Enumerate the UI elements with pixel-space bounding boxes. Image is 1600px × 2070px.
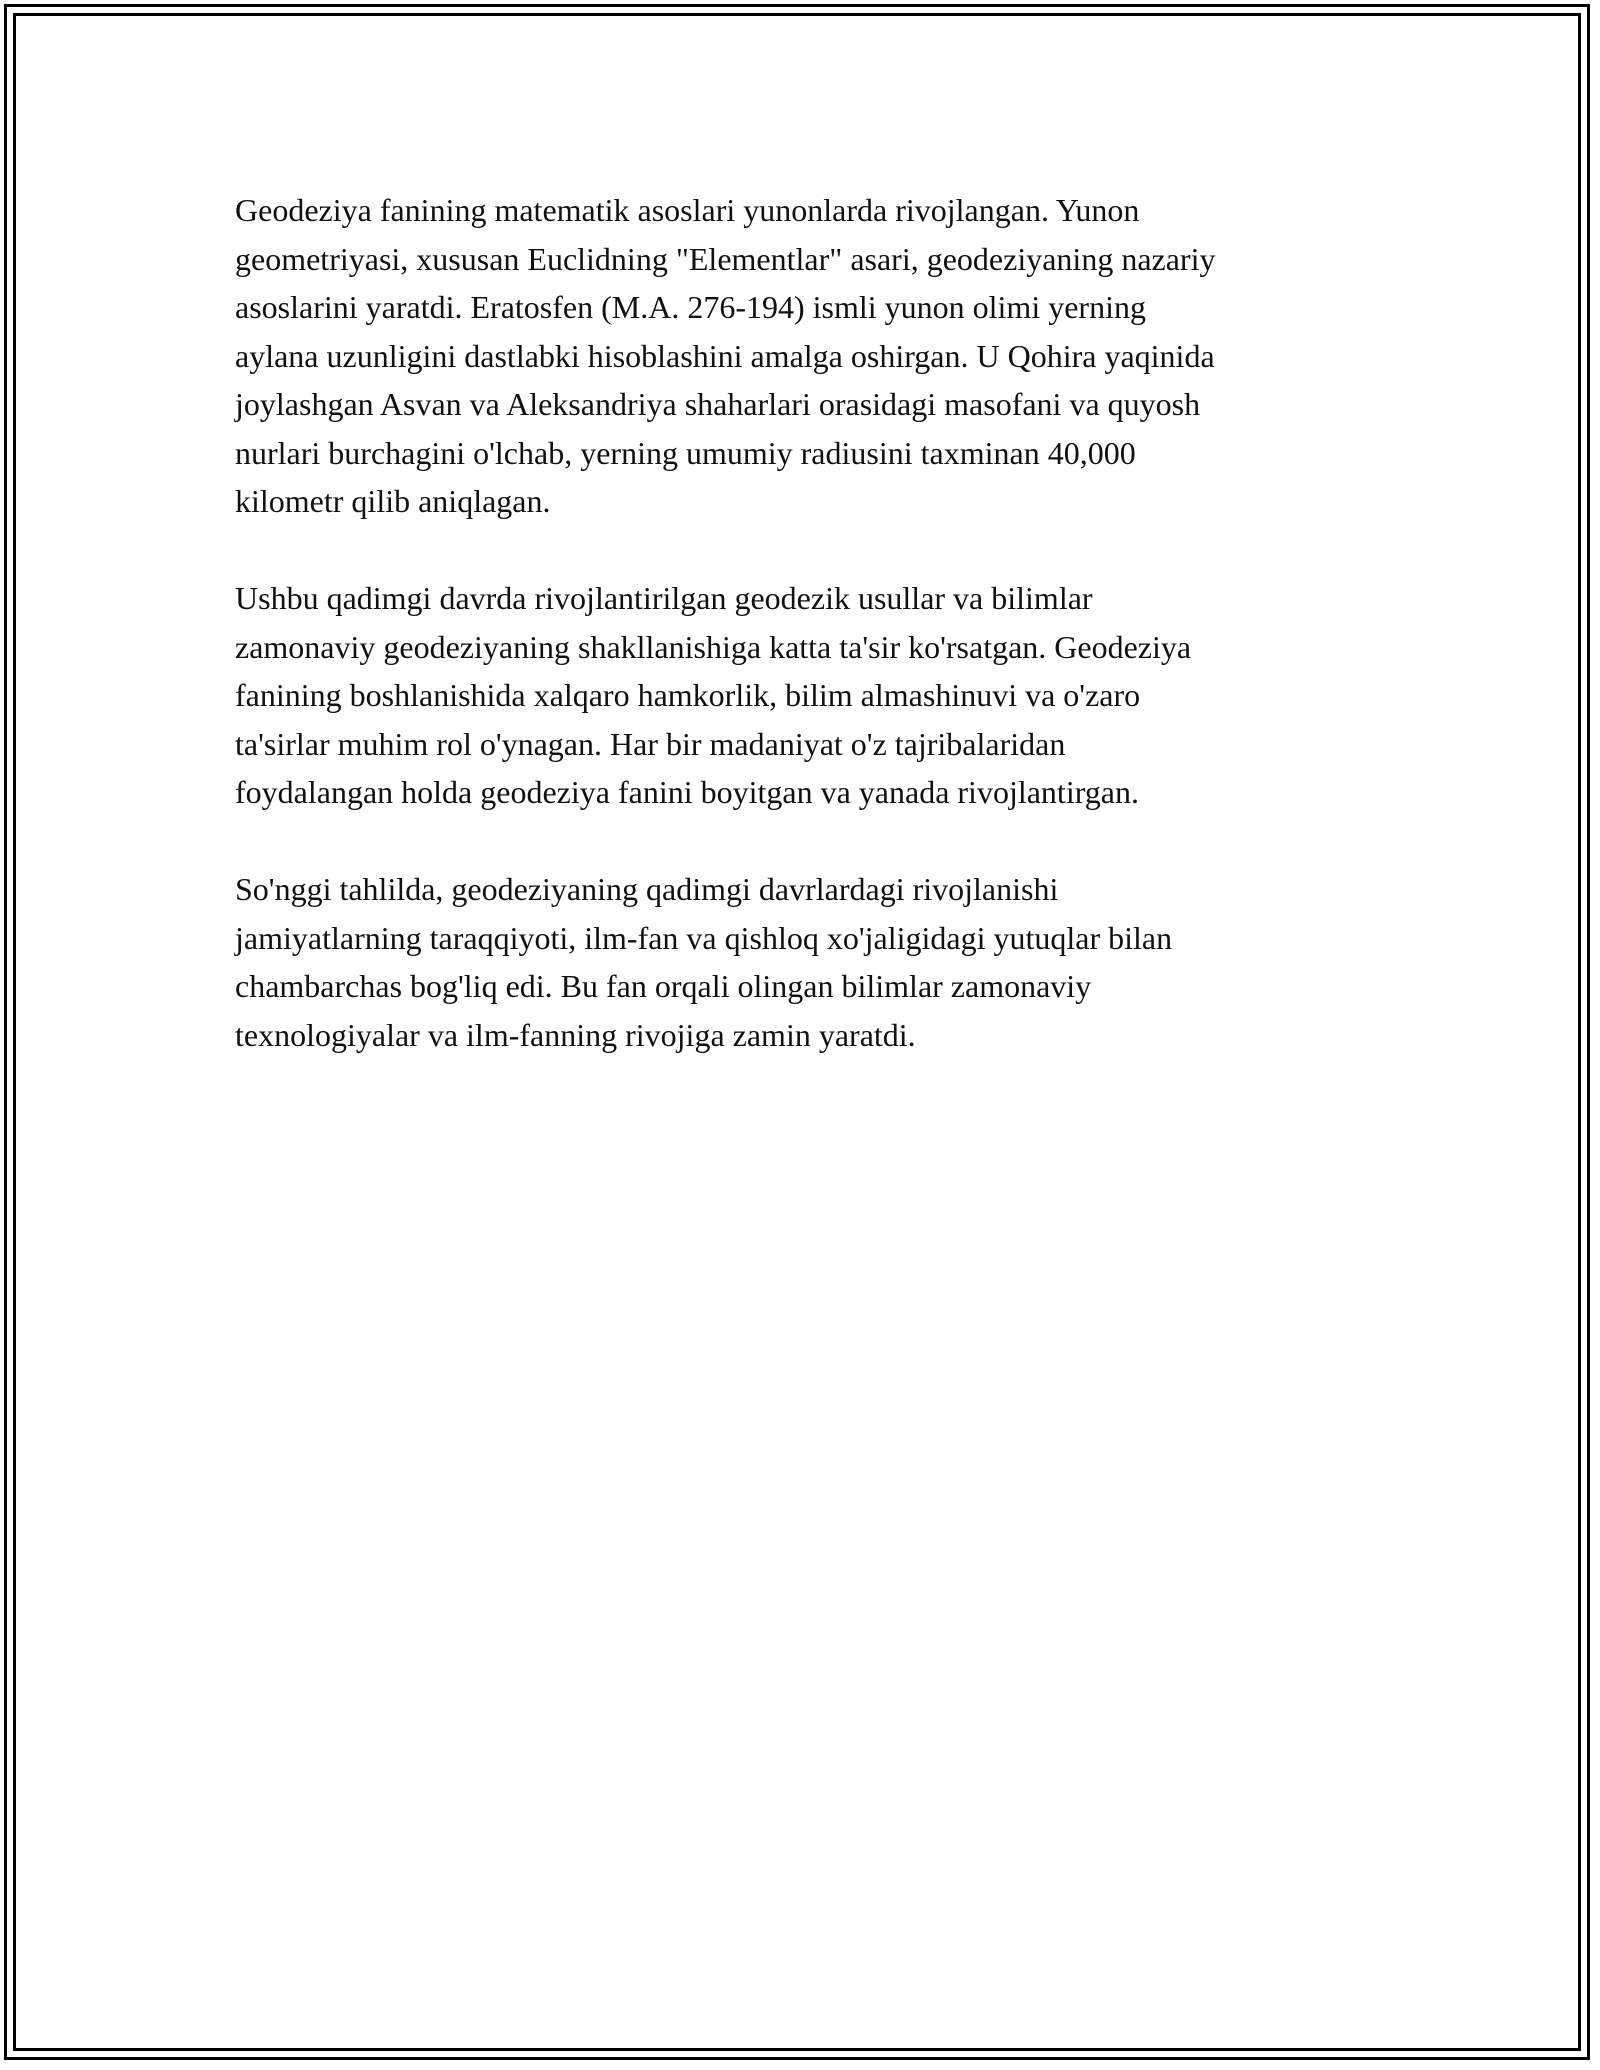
document-body: [235, 186, 1375, 1108]
text-line: asoslarini yaratdi. Eratosfen (M.A. 276-194) ismli yunon olimi yerning: [235, 289, 1146, 325]
text-line: zamonaviy geodeziyaning shakllanishiga katta ta'sir ko'rsatgan. Geodeziya: [235, 628, 1192, 665]
paragraph-3: [235, 865, 1375, 1059]
text-line: geometriyasi, xususan Euclidning "Elementlar" asari, geodeziyaning nazariy: [235, 240, 1216, 277]
text-line: ta'sirlar muhim rol o'ynagan. Har bir madaniyat o'z tajribalaridan: [235, 725, 1066, 762]
text-line: fanining boshlanishida xalqaro hamkorlik, bilim almashinuvi va o'zaro: [235, 677, 1141, 713]
text-line: chambarchas bog'liq edi. Bu fan orqali olingan bilimlar zamonaviy: [235, 968, 1092, 1004]
text-line: Geodeziya fanining matematik asoslari yunonlarda rivojlangan. Yunon: [235, 192, 1140, 228]
paragraph-2: [235, 574, 1375, 817]
text-line: joylashgan Asvan va Aleksandriya shaharlari orasidagi masofani va quyosh: [235, 386, 1201, 422]
text-line: foydalangan holda geodeziya fanini boyitgan va yanada rivojlantirgan.: [235, 774, 1139, 810]
text-line: Ushbu qadimgi davrda rivojlantirilgan geodezik usullar va bilimlar: [235, 580, 1093, 616]
text-line: aylana uzunligini dastlabki hisoblashini amalga oshirgan. U Qohira yaqinida: [235, 337, 1215, 374]
text-line: kilometr qilib aniqlagan.: [235, 483, 551, 519]
text-line: jamiyatlarning taraqqiyoti, ilm-fan va qishloq xo'jaligidagi yutuqlar bilan: [235, 919, 1173, 956]
text-line: nurlari burchagini o'lchab, yerning umumiy radiusini taxminan 40,000: [235, 434, 1136, 471]
text-line: So'nggi tahlilda, geodeziyaning qadimgi davrlardagi rivojlanishi: [235, 871, 1059, 907]
paragraph-1: [235, 186, 1375, 526]
text-line: texnologiyalar va ilm-fanning rivojiga zamin yaratdi.: [235, 1016, 916, 1053]
